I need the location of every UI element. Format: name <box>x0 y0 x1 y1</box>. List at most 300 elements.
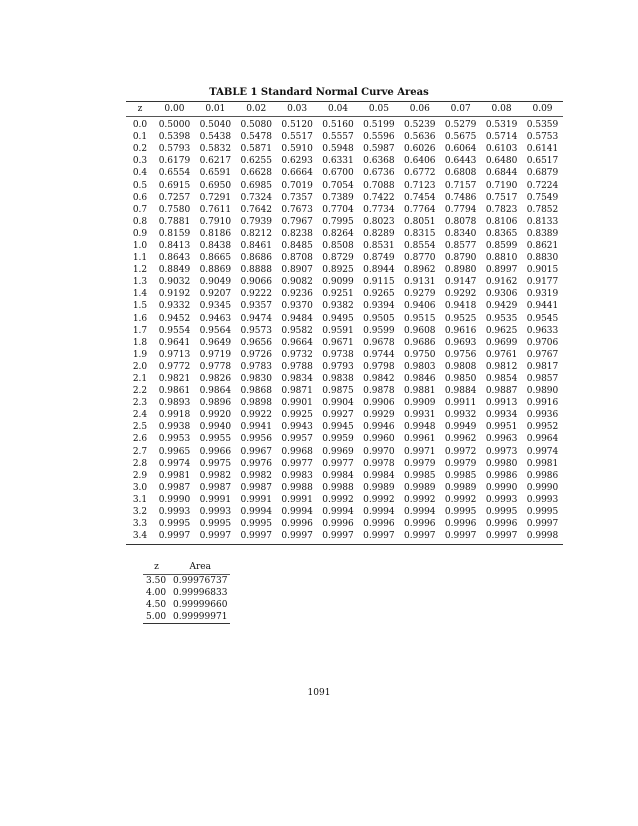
area-cell: 0.7324 <box>240 192 272 203</box>
z-value-cell: 0.2 <box>132 144 148 155</box>
area-cell: 0.8159 <box>158 228 191 239</box>
area-cell: 0.9406 <box>404 301 436 312</box>
area-cell: 0.9974 <box>526 446 559 457</box>
area-cell: 0.9979 <box>404 458 436 469</box>
z-value-cell: 2.9 <box>132 470 148 481</box>
area-cell: 0.9678 <box>363 337 395 348</box>
area-cell: 0.6255 <box>240 156 272 167</box>
area-cell: 0.5120 <box>281 120 313 131</box>
area-cell: 0.9995 <box>158 519 191 530</box>
area-cell: 0.9971 <box>404 446 436 457</box>
area-cell: 0.9982 <box>240 470 272 481</box>
table-row <box>143 587 230 599</box>
area-cell: 0.7257 <box>158 192 191 203</box>
area-cell: 0.9591 <box>322 325 354 336</box>
area-cell: 0.9929 <box>363 410 395 421</box>
area-cell: 0.9993 <box>199 507 232 518</box>
area-cell: 0.9922 <box>240 410 272 421</box>
area-cell: 0.9817 <box>526 361 559 372</box>
table-row <box>126 240 563 252</box>
area-cell: 0.7549 <box>526 192 559 203</box>
area-cell: 0.9974 <box>158 458 191 469</box>
area-cell: 0.9986 <box>526 470 559 481</box>
area-cell: 0.9973 <box>485 446 518 457</box>
area-cell: 0.7794 <box>444 204 477 215</box>
area-cell: 0.9778 <box>199 361 232 372</box>
table-row <box>126 300 563 312</box>
area-cell: 0.5239 <box>404 120 436 131</box>
area-cell: 0.5319 <box>485 120 518 131</box>
area-cell: 0.9884 <box>444 386 477 397</box>
column-header: 0.09 <box>532 104 553 114</box>
area-cell: 0.8531 <box>363 240 395 251</box>
area-cell: 0.9850 <box>444 374 477 385</box>
area-cell: 0.9975 <box>199 458 232 469</box>
area-cell: 0.9988 <box>322 482 354 493</box>
area-cell: 0.6950 <box>199 180 232 191</box>
area-cell: 0.6331 <box>322 156 354 167</box>
area-cell: 0.9959 <box>322 434 354 445</box>
area-cell: 0.9997 <box>363 531 395 542</box>
area-cell: 0.9997 <box>281 531 313 542</box>
table-row <box>126 155 563 167</box>
table-row <box>143 611 230 624</box>
z-value-cell: 3.0 <box>132 482 148 493</box>
table-row <box>143 575 230 588</box>
area-cell: 0.7357 <box>281 192 313 203</box>
area-cell: 0.9997 <box>526 519 559 530</box>
area-cell: 0.9909 <box>404 398 436 409</box>
table-row <box>126 276 563 288</box>
area-cell: 0.7734 <box>363 204 395 215</box>
table-row <box>126 179 563 191</box>
area-cell: 0.9997 <box>444 531 477 542</box>
z-value-cell: 1.0 <box>132 240 148 251</box>
area-cell: 0.9082 <box>281 277 313 288</box>
area-cell: 0.9147 <box>444 277 477 288</box>
area-cell: 0.9265 <box>363 289 395 300</box>
z-value-cell: 1.9 <box>132 349 148 360</box>
area-cell: 0.7580 <box>158 204 191 215</box>
z-value-cell: 2.5 <box>132 422 148 433</box>
area-cell: 0.9656 <box>240 337 272 348</box>
area-cell: 0.9441 <box>526 301 559 312</box>
z-value-cell: 0.8 <box>132 216 148 227</box>
area-cell: 0.8708 <box>281 253 313 264</box>
area-cell: 0.5279 <box>444 120 477 131</box>
area-cell: 0.8599 <box>485 240 518 251</box>
area-cell: 0.9842 <box>363 374 395 385</box>
area-cell: 0.9713 <box>158 349 191 360</box>
area-cell: 0.9960 <box>363 434 395 445</box>
area-cell: 0.5832 <box>199 144 232 155</box>
table-row <box>143 599 230 611</box>
area-cell: 0.9943 <box>281 422 313 433</box>
area-cell: 0.6772 <box>404 168 436 179</box>
area-cell: 0.9898 <box>240 398 272 409</box>
area-cell: 0.9984 <box>322 470 354 481</box>
area-cell: 0.9982 <box>199 470 232 481</box>
area-cell: 0.9887 <box>485 386 518 397</box>
area-cell: 0.9015 <box>526 265 559 276</box>
normal-curve-areas-table <box>126 101 563 545</box>
z-value-cell: 5.00 <box>146 612 167 623</box>
area-cell: 0.5675 <box>444 132 477 143</box>
area-cell: 0.7995 <box>322 216 354 227</box>
area-cell: 0.8621 <box>526 240 559 251</box>
area-cell: 0.9955 <box>199 434 232 445</box>
area-cell: 0.9996 <box>322 519 354 530</box>
area-cell: 0.8485 <box>281 240 313 251</box>
area-cell: 0.9616 <box>444 325 477 336</box>
area-cell: 0.9991 <box>281 494 313 505</box>
table-row <box>126 385 563 397</box>
area-cell: 0.9991 <box>199 494 232 505</box>
table-row <box>126 470 563 482</box>
column-header: 0.06 <box>409 104 430 114</box>
area-cell: 0.8643 <box>158 253 191 264</box>
area-cell: 0.9990 <box>485 482 518 493</box>
area-cell: 0.9997 <box>322 531 354 542</box>
area-cell: 0.9994 <box>240 507 272 518</box>
area-cell: 0.6517 <box>526 156 559 167</box>
z-value-cell: 1.6 <box>132 313 148 324</box>
area-cell: 0.9979 <box>444 458 477 469</box>
area-cell: 0.9990 <box>158 494 191 505</box>
area-cell: 0.9582 <box>281 325 313 336</box>
area-cell: 0.9573 <box>240 325 272 336</box>
z-value-cell: 2.7 <box>132 446 148 457</box>
area-cell: 0.9306 <box>485 289 518 300</box>
z-value-cell: 0.9 <box>132 228 148 239</box>
area-cell: 0.9996 <box>485 519 518 530</box>
area-cell: 0.6591 <box>199 168 232 179</box>
area-cell: 0.9564 <box>199 325 232 336</box>
area-cell: 0.9032 <box>158 277 191 288</box>
area-cell: 0.8944 <box>363 265 395 276</box>
column-header: 0.00 <box>164 104 185 114</box>
area-cell: 0.9946 <box>363 422 395 433</box>
z-value-cell: 3.3 <box>132 519 148 530</box>
z-value-cell: 2.6 <box>132 434 148 445</box>
area-cell: 0.8925 <box>322 265 354 276</box>
area-cell: 0.9812 <box>485 361 518 372</box>
area-cell: 0.8289 <box>363 228 395 239</box>
area-cell: 0.9881 <box>404 386 436 397</box>
z-value-cell: 2.0 <box>132 361 148 372</box>
z-value-cell: 1.8 <box>132 337 148 348</box>
area-cell: 0.9535 <box>485 313 518 324</box>
area-cell: 0.9949 <box>444 422 477 433</box>
table-row <box>126 192 563 204</box>
area-cell: 0.9997 <box>158 531 191 542</box>
area-cell: 0.9854 <box>485 374 518 385</box>
area-cell: 0.9890 <box>526 386 559 397</box>
z-value-cell: 0.6 <box>132 192 148 203</box>
area-cell: 0.5714 <box>485 132 518 143</box>
area-cell: 0.8888 <box>240 265 272 276</box>
area-cell: 0.9370 <box>281 301 313 312</box>
area-cell: 0.5557 <box>322 132 354 143</box>
area-cell: 0.9916 <box>526 398 559 409</box>
area-cell: 0.8686 <box>240 253 272 264</box>
area-cell: 0.9992 <box>322 494 354 505</box>
z-value-cell: 0.3 <box>132 156 148 167</box>
area-cell: 0.9995 <box>444 507 477 518</box>
area-cell: 0.9953 <box>158 434 191 445</box>
area-cell: 0.7852 <box>526 204 559 215</box>
area-cell: 0.9987 <box>158 482 191 493</box>
area-cell: 0.9956 <box>240 434 272 445</box>
area-cell: 0.9980 <box>485 458 518 469</box>
area-cell: 0.7422 <box>363 192 395 203</box>
table-row <box>126 494 563 506</box>
area-cell: 0.9963 <box>485 434 518 445</box>
area-cell: 0.9997 <box>240 531 272 542</box>
area-cell: 0.8770 <box>404 253 436 264</box>
area-cell: 0.9826 <box>199 374 232 385</box>
z-value-cell: 0.1 <box>132 132 148 143</box>
area-cell: 0.5517 <box>281 132 313 143</box>
column-header: z <box>137 104 143 114</box>
area-cell: 0.9927 <box>322 410 354 421</box>
area-cell: 0.9996 <box>444 519 477 530</box>
area-cell: 0.9177 <box>526 277 559 288</box>
area-cell: 0.7054 <box>322 180 354 191</box>
area-cell: 0.9992 <box>404 494 436 505</box>
area-cell: 0.9726 <box>240 349 272 360</box>
area-cell: 0.7910 <box>199 216 232 227</box>
area-cell: 0.9649 <box>199 337 232 348</box>
area-cell: 0.9861 <box>158 386 191 397</box>
area-cell: 0.9994 <box>363 507 395 518</box>
extended-table-body <box>143 575 230 624</box>
area-cell: 0.9756 <box>444 349 477 360</box>
area-cell: 0.9608 <box>404 325 436 336</box>
area-cell: 0.9719 <box>199 349 232 360</box>
area-cell: 0.9966 <box>199 446 232 457</box>
table-row <box>126 252 563 264</box>
area-cell: 0.5793 <box>158 144 191 155</box>
area-cell: 0.9936 <box>526 410 559 421</box>
area-cell: 0.9931 <box>404 410 436 421</box>
area-cell: 0.5478 <box>240 132 272 143</box>
area-cell: 0.9951 <box>485 422 518 433</box>
area-cell: 0.9099 <box>322 277 354 288</box>
area-cell: 0.9945 <box>322 422 354 433</box>
area-cell: 0.9545 <box>526 313 559 324</box>
area-cell: 0.8133 <box>526 216 559 227</box>
area-cell: 0.6064 <box>444 144 477 155</box>
area-cell: 0.9983 <box>281 470 313 481</box>
z-value-cell: 1.7 <box>132 325 148 336</box>
area-cell: 0.9965 <box>158 446 191 457</box>
area-cell: 0.9838 <box>322 374 354 385</box>
area-cell: 0.9968 <box>281 446 313 457</box>
area-cell: 0.9992 <box>444 494 477 505</box>
area-cell: 0.9162 <box>485 277 518 288</box>
area-cell: 0.9901 <box>281 398 313 409</box>
area-cell: 0.9970 <box>363 446 395 457</box>
area-cell: 0.99999660 <box>173 600 228 611</box>
area-cell: 0.9991 <box>240 494 272 505</box>
area-cell: 0.9505 <box>363 313 395 324</box>
area-cell: 0.9995 <box>485 507 518 518</box>
area-cell: 0.5987 <box>363 144 395 155</box>
column-header: 0.02 <box>246 104 267 114</box>
area-cell: 0.5040 <box>199 120 232 131</box>
area-cell: 0.9896 <box>199 398 232 409</box>
area-cell: 0.9957 <box>281 434 313 445</box>
area-cell: 0.6664 <box>281 168 313 179</box>
z-value-cell: 3.2 <box>132 507 148 518</box>
table-row <box>126 117 563 132</box>
area-cell: 0.9821 <box>158 374 191 385</box>
table-row <box>126 313 563 325</box>
area-cell: 0.9463 <box>199 313 232 324</box>
area-cell: 0.9941 <box>240 422 272 433</box>
area-cell: 0.6443 <box>444 156 477 167</box>
area-cell: 0.9131 <box>404 277 436 288</box>
table-row <box>126 337 563 349</box>
area-cell: 0.9985 <box>444 470 477 481</box>
area-cell: 0.8962 <box>404 265 436 276</box>
area-cell: 0.5398 <box>158 132 191 143</box>
area-cell: 0.9732 <box>281 349 313 360</box>
area-cell: 0.5636 <box>404 132 436 143</box>
z-value-cell: 2.3 <box>132 398 148 409</box>
area-cell: 0.6844 <box>485 168 518 179</box>
area-cell: 0.9986 <box>485 470 518 481</box>
area-cell: 0.9988 <box>281 482 313 493</box>
area-cell: 0.9292 <box>444 289 477 300</box>
area-cell: 0.9418 <box>444 301 477 312</box>
area-cell: 0.9984 <box>363 470 395 481</box>
area-cell: 0.9049 <box>199 277 232 288</box>
area-cell: 0.9904 <box>322 398 354 409</box>
table-row <box>126 421 563 433</box>
area-cell: 0.7704 <box>322 204 354 215</box>
table-row <box>126 288 563 300</box>
area-cell: 0.5080 <box>240 120 272 131</box>
z-value-cell: 0.5 <box>132 180 148 191</box>
area-cell: 0.9332 <box>158 301 191 312</box>
area-cell: 0.8413 <box>158 240 191 251</box>
area-cell: 0.9279 <box>404 289 436 300</box>
table-row <box>126 167 563 179</box>
area-cell: 0.6554 <box>158 168 191 179</box>
area-cell: 0.9345 <box>199 301 232 312</box>
area-cell: 0.8790 <box>444 253 477 264</box>
area-cell: 0.7088 <box>363 180 395 191</box>
table-row <box>126 397 563 409</box>
area-cell: 0.9993 <box>526 494 559 505</box>
area-cell: 0.8749 <box>363 253 395 264</box>
area-cell: 0.9977 <box>322 458 354 469</box>
table-row <box>126 349 563 361</box>
area-cell: 0.7611 <box>199 204 232 215</box>
area-cell: 0.8212 <box>240 228 272 239</box>
area-cell: 0.9625 <box>485 325 518 336</box>
area-cell: 0.6293 <box>281 156 313 167</box>
area-cell: 0.5000 <box>158 120 191 131</box>
area-cell: 0.8577 <box>444 240 477 251</box>
area-cell: 0.9693 <box>444 337 477 348</box>
z-value-cell: 1.2 <box>132 265 148 276</box>
area-cell: 0.8106 <box>485 216 518 227</box>
area-cell: 0.9641 <box>158 337 191 348</box>
area-cell: 0.9738 <box>322 349 354 360</box>
area-cell: 0.7764 <box>404 204 436 215</box>
area-cell: 0.9994 <box>281 507 313 518</box>
area-cell: 0.9989 <box>444 482 477 493</box>
area-cell: 0.9994 <box>404 507 436 518</box>
area-cell: 0.9767 <box>526 349 559 360</box>
area-cell: 0.9976 <box>240 458 272 469</box>
table-row <box>126 228 563 240</box>
area-cell: 0.7939 <box>240 216 272 227</box>
area-cell: 0.6879 <box>526 168 559 179</box>
area-cell: 0.8264 <box>322 228 354 239</box>
area-cell: 0.5596 <box>363 132 395 143</box>
area-cell: 0.9525 <box>444 313 477 324</box>
area-cell: 0.9995 <box>526 507 559 518</box>
area-cell: 0.9664 <box>281 337 313 348</box>
area-cell: 0.8907 <box>281 265 313 276</box>
area-cell: 0.9993 <box>485 494 518 505</box>
area-cell: 0.9996 <box>404 519 436 530</box>
table-row <box>126 458 563 470</box>
area-cell: 0.6480 <box>485 156 518 167</box>
area-cell: 0.9686 <box>404 337 436 348</box>
area-cell: 0.9987 <box>199 482 232 493</box>
z-value-cell: 4.00 <box>146 588 167 599</box>
table-row <box>126 446 563 458</box>
area-cell: 0.9961 <box>404 434 436 445</box>
table-row <box>126 216 563 228</box>
area-cell: 0.7190 <box>485 180 518 191</box>
area-cell: 0.9830 <box>240 374 272 385</box>
z-value-cell: 3.4 <box>132 531 148 542</box>
area-cell: 0.8023 <box>363 216 395 227</box>
area-cell: 0.9495 <box>322 313 354 324</box>
area-cell: 0.9997 <box>404 531 436 542</box>
table-row <box>126 361 563 373</box>
table-row <box>126 264 563 276</box>
area-cell: 0.6808 <box>444 168 477 179</box>
area-cell: 0.7486 <box>444 192 477 203</box>
area-cell: 0.8980 <box>444 265 477 276</box>
area-cell: 0.7881 <box>158 216 191 227</box>
area-cell: 0.8554 <box>404 240 436 251</box>
extended-header-row <box>143 560 230 575</box>
area-cell: 0.9864 <box>199 386 232 397</box>
area-cell: 0.7123 <box>404 180 436 191</box>
column-header: 0.08 <box>491 104 512 114</box>
area-cell: 0.9793 <box>322 361 354 372</box>
area-cell: 0.9893 <box>158 398 191 409</box>
area-cell: 0.9251 <box>322 289 354 300</box>
area-cell: 0.8238 <box>281 228 313 239</box>
area-cell: 0.6406 <box>404 156 436 167</box>
area-cell: 0.7454 <box>404 192 436 203</box>
area-cell: 0.5199 <box>363 120 395 131</box>
z-value-cell: 2.4 <box>132 410 148 421</box>
table-row <box>126 506 563 518</box>
area-cell: 0.7389 <box>322 192 354 203</box>
extended-z-area-table <box>143 560 230 624</box>
area-cell: 0.9925 <box>281 410 313 421</box>
